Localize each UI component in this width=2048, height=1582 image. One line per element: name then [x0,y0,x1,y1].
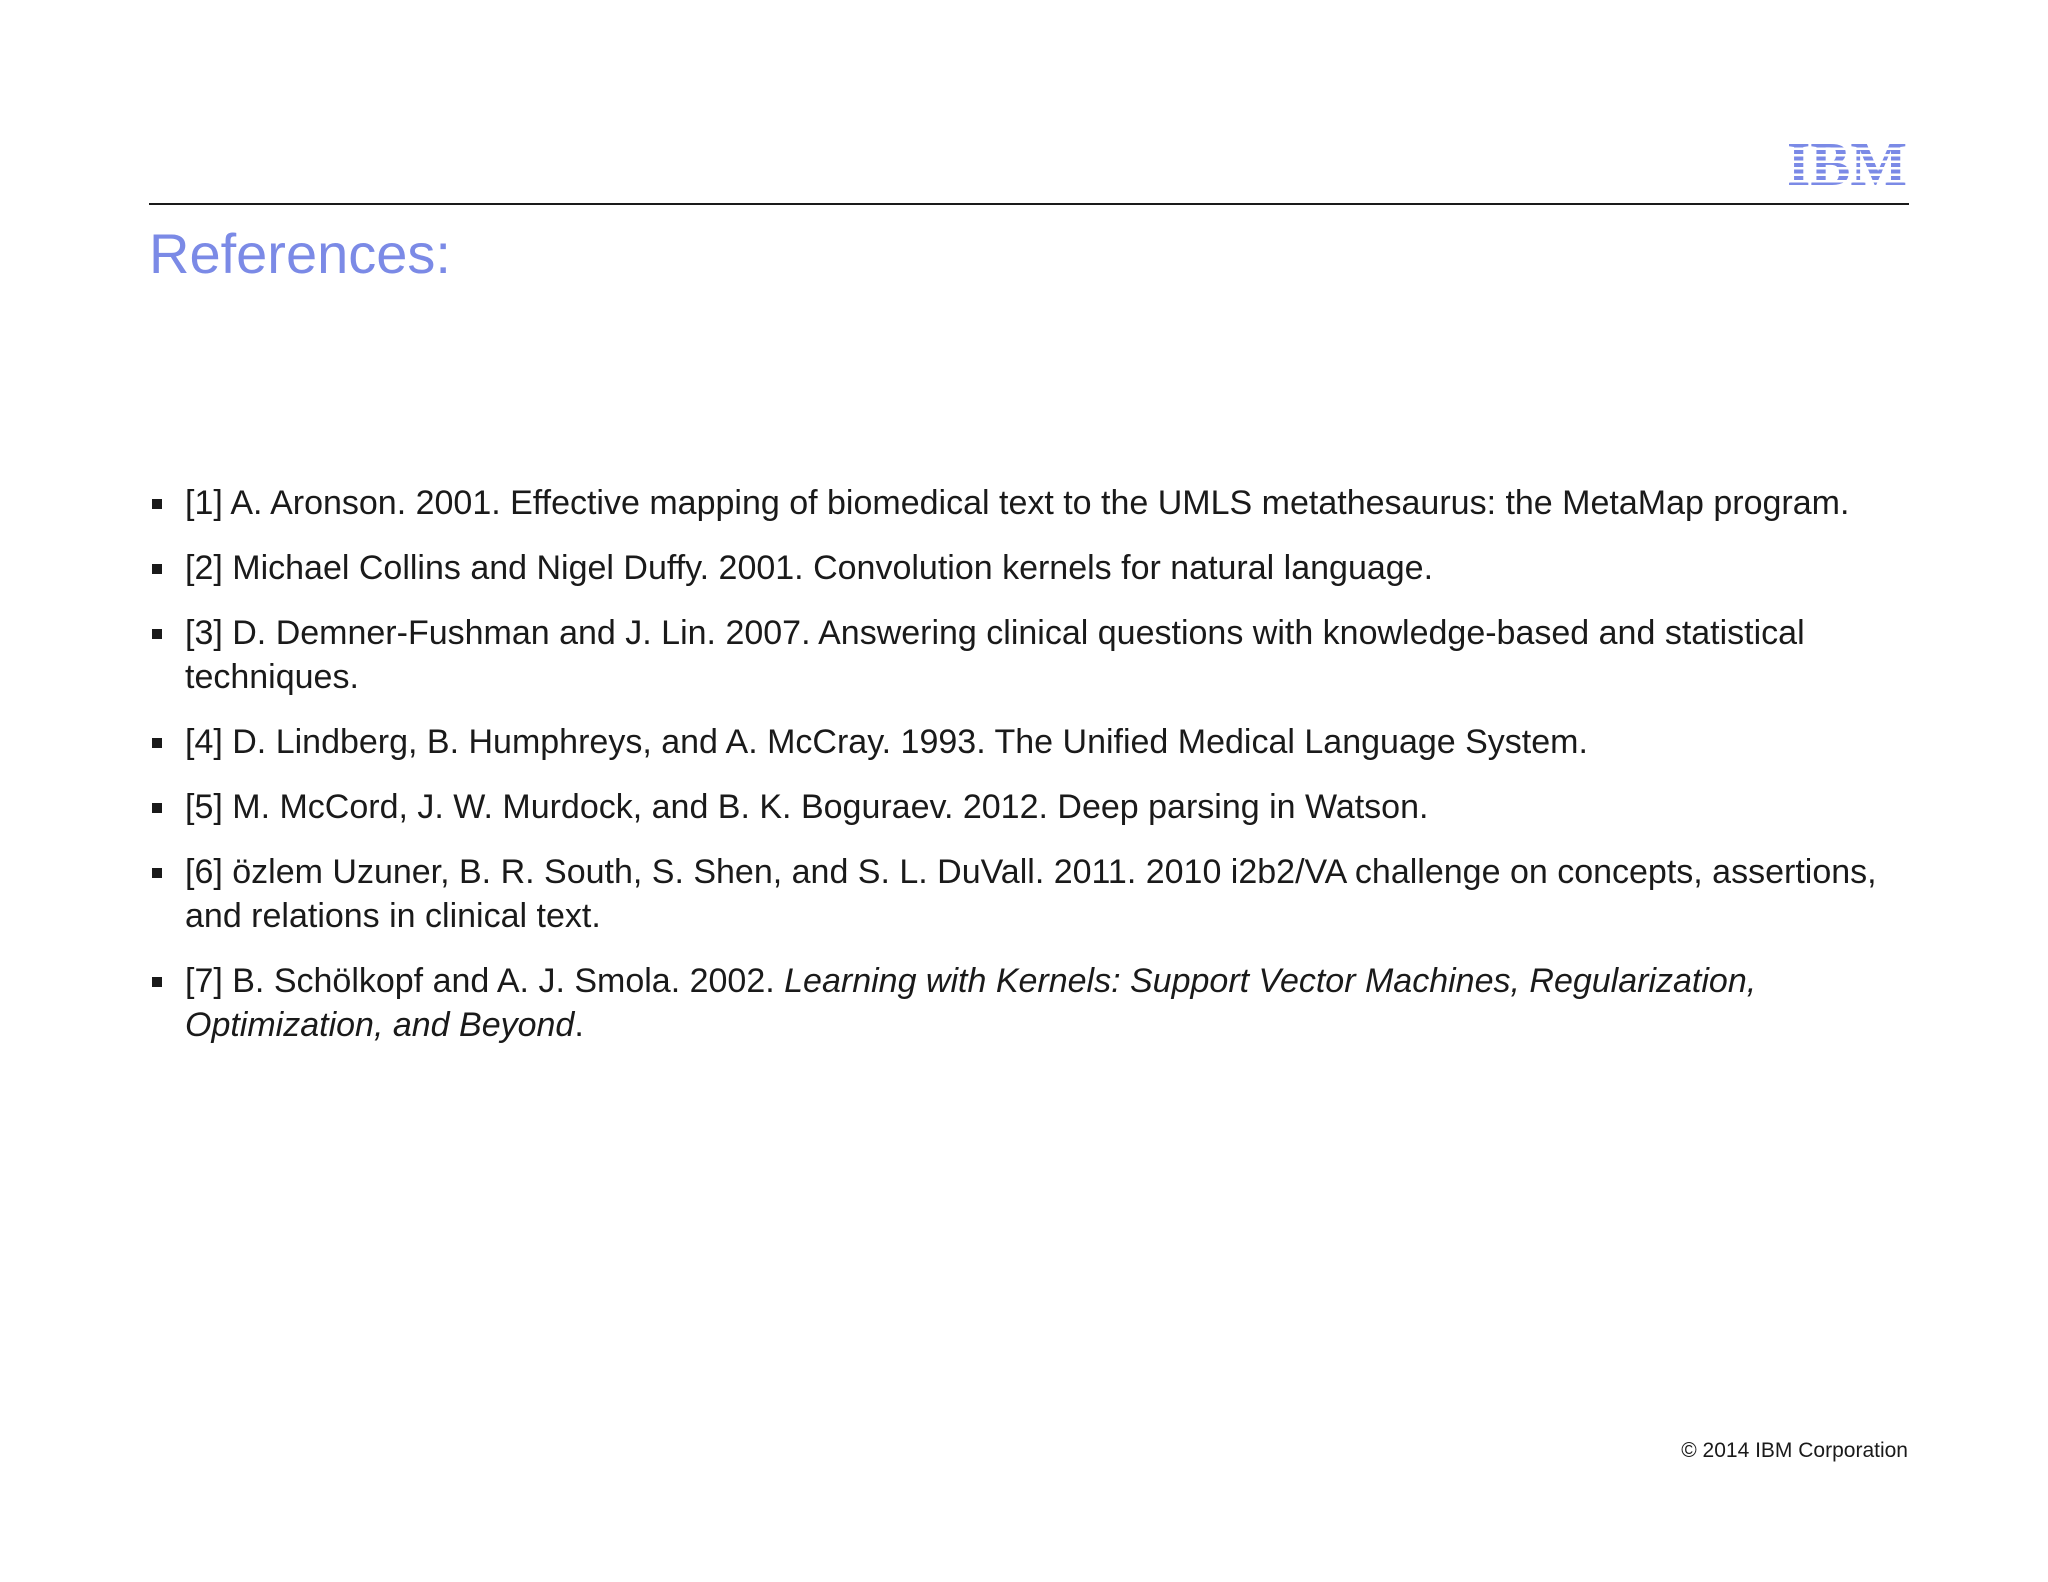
bullet-icon [152,803,162,813]
reference-item [149,611,1889,699]
bullet-icon [152,977,162,987]
reference-item [149,785,1889,829]
ibm-logo [1786,137,1908,189]
reference-list [149,481,1889,1068]
reference-text: [6] özlem Uzuner, B. R. South, S. Shen, and S. L. DuVall. 2011. 2010 i2b2/VA challenge on concepts, assertions, and relations in clinical text. [185,853,1877,935]
reference-text-end: . [574,1006,584,1044]
reference-text: [1] A. Aronson. 2001. Effective mapping of biomedical text to the UMLS metathesaurus: the MetaMap program. [185,484,1850,522]
bullet-icon [152,564,162,574]
reference-text: [5] M. McCord, J. W. Murdock, and B. K. Boguraev. 2012. Deep parsing in Watson. [185,788,1429,826]
copyright: © 2014 IBM Corporation [1681,1439,1908,1462]
reference-item [149,481,1889,525]
page-title: References: [149,222,451,285]
reference-item [149,546,1889,590]
bullet-icon [152,868,162,878]
bullet-icon [152,738,162,748]
reference-text: [7] B. Schölkopf and A. J. Smola. 2002. [185,962,785,1000]
reference-item [149,850,1889,938]
header-rule [149,203,1909,205]
reference-item [149,959,1889,1047]
bullet-icon [152,629,162,639]
bullet-icon [152,499,162,509]
reference-book-title: Learning with Kernels: Support Vector Machines, Regularization, Optimization, and Beyond [185,962,1757,1044]
logo-text: IBM [1787,137,1907,189]
reference-text: [3] D. Demner-Fushman and J. Lin. 2007. Answering clinical questions with knowledge-based and statistical techniques. [185,614,1805,696]
reference-text: [2] Michael Collins and Nigel Duffy. 2001. Convolution kernels for natural language. [185,549,1434,587]
reference-item [149,720,1889,764]
reference-text: [4] D. Lindberg, B. Humphreys, and A. McCray. 1993. The Unified Medical Language System. [185,723,1588,761]
